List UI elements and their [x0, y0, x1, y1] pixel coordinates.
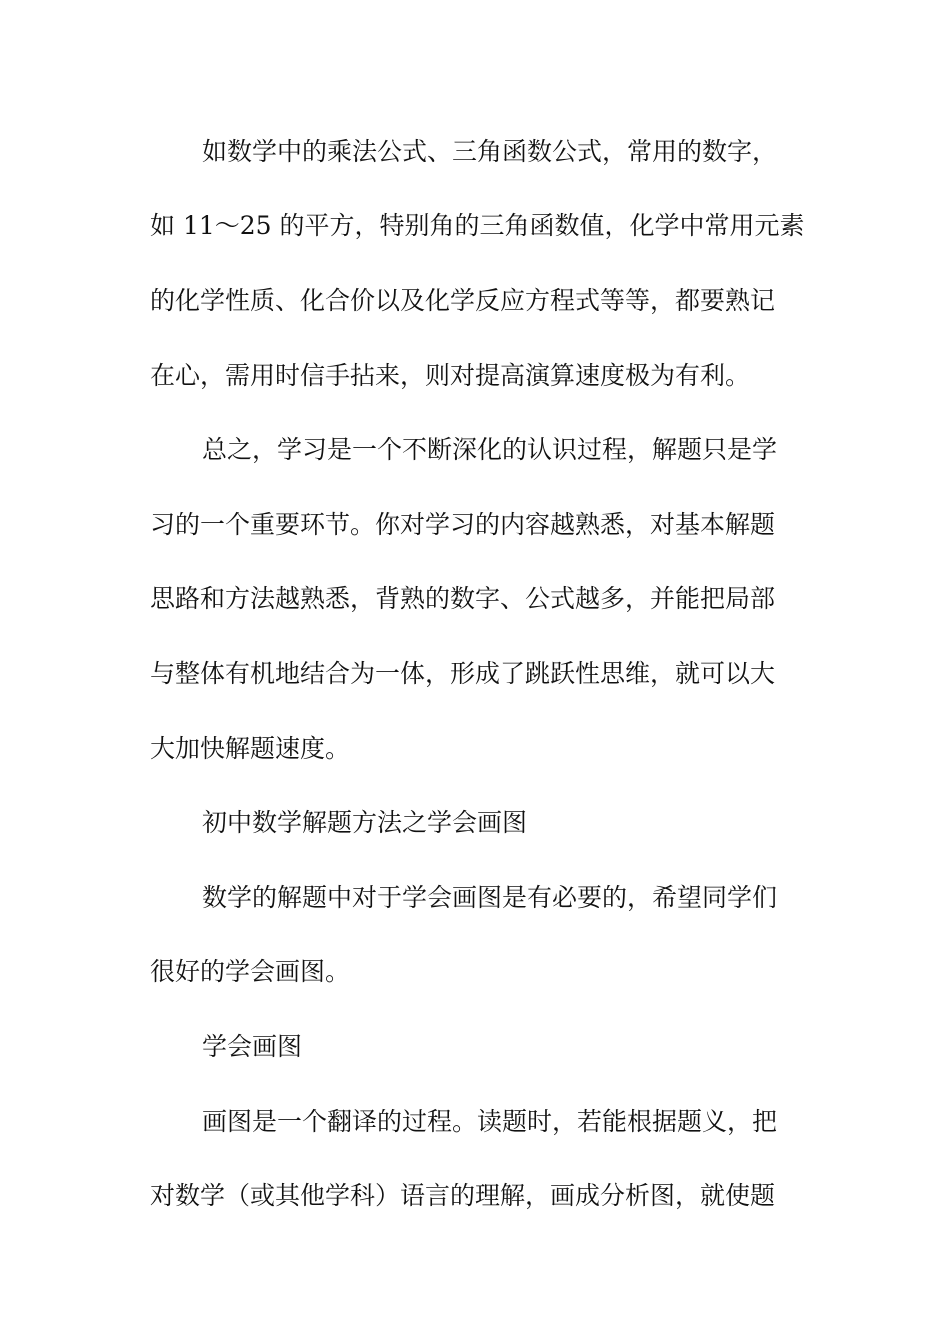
paragraph-line: 总之，学习是一个不断深化的认识过程，解题只是学: [202, 435, 778, 464]
paragraph-line: 大加快解题速度。: [150, 734, 351, 763]
paragraph-line: 数学的解题中对于学会画图是有必要的，希望同学们: [202, 883, 778, 912]
paragraph-line: 思路和方法越熟悉，背熟的数字、公式越多，并能把局部: [150, 584, 776, 613]
paragraph-line: 如数学中的乘法公式、三角函数公式，常用的数字，: [202, 137, 778, 166]
paragraph-line: 与整体有机地结合为一体，形成了跳跃性思维，就可以大: [150, 659, 776, 688]
section-heading: 初中数学解题方法之学会画图: [202, 808, 528, 837]
paragraph-line: 在心，需用时信手拈来，则对提高演算速度极为有利。: [150, 361, 751, 390]
paragraph-line: 如 11～25 的平方，特别角的三角函数值，化学中常用元素: [150, 211, 805, 240]
paragraph-line: 对数学（或其他学科）语言的理解，画成分析图，就使题: [150, 1181, 776, 1210]
paragraph-line: 很好的学会画图。: [150, 957, 351, 986]
paragraph-line: 习的一个重要环节。你对学习的内容越熟悉，对基本解题: [150, 510, 776, 539]
subsection-heading: 学会画图: [202, 1032, 303, 1061]
paragraph-line: 的化学性质、化合价以及化学反应方程式等等，都要熟记: [150, 286, 776, 315]
paragraph-line: 画图是一个翻译的过程。读题时，若能根据题义，把: [202, 1107, 778, 1136]
